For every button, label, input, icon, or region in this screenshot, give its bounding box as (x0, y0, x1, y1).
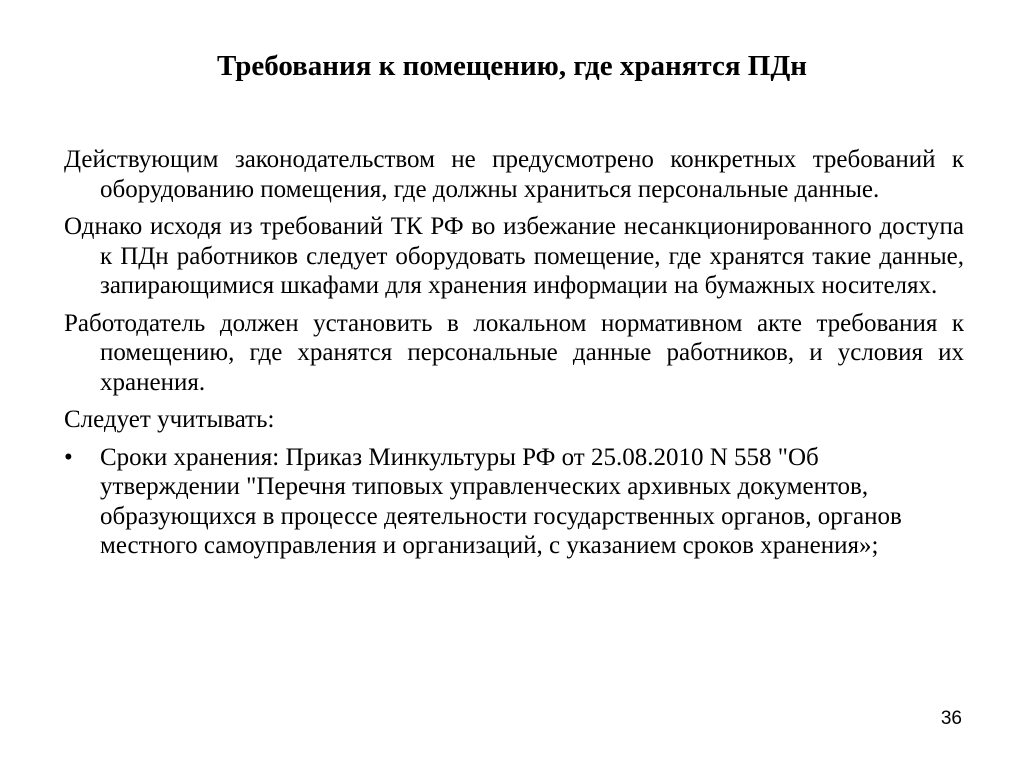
slide-body (64, 145, 964, 561)
bullet-text: Сроки хранения: Приказ Минкультуры РФ от 25.08.2010 N 558 "Об утверждении "Перечня типовых управленческих архивных документов, образующихся в процессе деятельности государственных органов, органов местного самоуправления и организаций, с указанием сроков хранения»; (100, 443, 902, 559)
paragraph-consider: Следует учитывать: (64, 406, 275, 433)
paragraph-legislation: Действующим законодательством не предусмотрено конкретных требований к оборудованию помещения, где должны храниться персональные данные. (64, 146, 964, 203)
paragraph-labor-code: Однако исходя из требований ТК РФ во избежание несанкционированного доступа к ПДн работников следует оборудовать помещение, где хранятся такие данные, запирающимися шкафами для хранения информации на бумажных носителях. (64, 213, 964, 299)
slide-title: Требования к помещению, где хранятся ПДн (217, 50, 807, 82)
page-number: 36 (940, 708, 962, 729)
list-item (64, 443, 964, 561)
paragraph-employer: Работодатель должен установить в локальном нормативном акте требования к помещению, где хранятся персональные данные работников, и условия их хранения. (64, 309, 964, 396)
bullet-icon: • (64, 443, 73, 471)
